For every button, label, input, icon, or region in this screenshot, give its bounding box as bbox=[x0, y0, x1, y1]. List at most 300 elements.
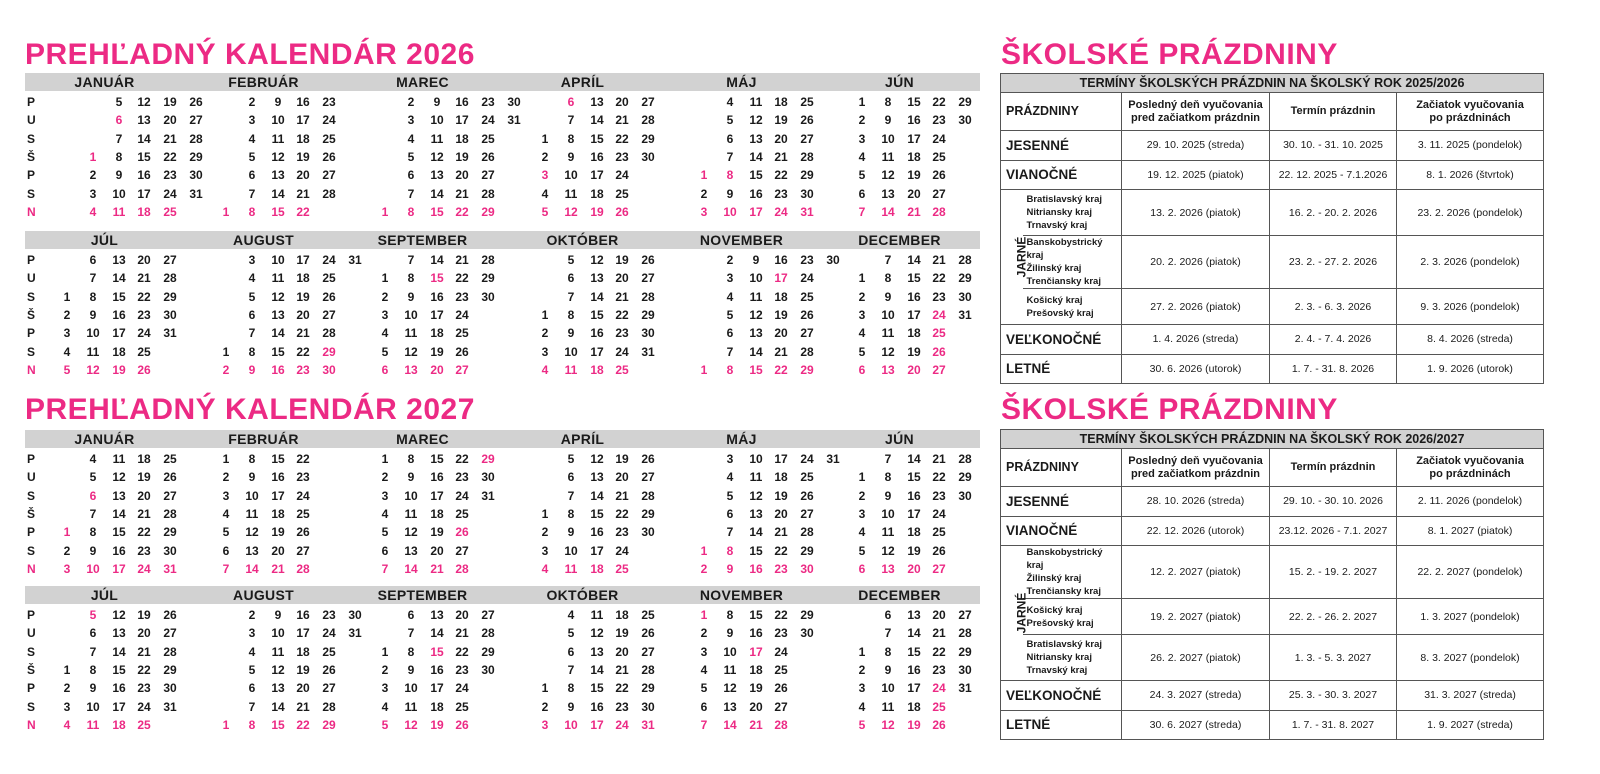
calendar-day: 7 bbox=[726, 525, 734, 540]
calendar-day: 18 bbox=[749, 662, 763, 677]
term: 15. 2. - 19. 2. 2027 bbox=[1270, 546, 1397, 599]
calendar-day: 6 bbox=[726, 131, 734, 146]
calendar-day: 14 bbox=[430, 626, 444, 641]
calendar-day: 6 bbox=[567, 271, 575, 286]
calendar-day: 3 bbox=[63, 326, 71, 341]
calendar-day: 11 bbox=[112, 452, 126, 466]
calendar-day: 1 bbox=[541, 681, 549, 696]
calendar-day: 8 bbox=[567, 131, 575, 146]
regions bbox=[1023, 190, 1122, 236]
last-day: 24. 3. 2027 (streda) bbox=[1122, 681, 1270, 711]
region-name: Prešovský kraj bbox=[1026, 307, 1094, 319]
calendar-day: 17 bbox=[271, 488, 285, 503]
calendar-day: 10 bbox=[271, 113, 285, 128]
calendar-day: 9 bbox=[884, 488, 892, 503]
start-day: 8. 1. 2027 (piatok) bbox=[1397, 516, 1544, 546]
calendar-day: 9 bbox=[752, 253, 760, 267]
calendar-day: 16 bbox=[112, 543, 126, 558]
header-start bbox=[1397, 93, 1544, 131]
calendar-day: 3 bbox=[248, 253, 256, 267]
calendar-day: 10 bbox=[564, 717, 578, 732]
header-line: Začiatok vyučovania bbox=[1416, 454, 1524, 467]
weekday-label: P bbox=[27, 608, 36, 622]
calendar-day: 2 bbox=[89, 168, 97, 183]
calendar-day: 21 bbox=[932, 626, 946, 641]
calendar-day: 9 bbox=[884, 289, 892, 304]
calendar-day: 29 bbox=[641, 307, 655, 322]
calendar-day: 25 bbox=[296, 506, 310, 521]
calendar-day: 21 bbox=[455, 626, 469, 641]
calendar-day: 20 bbox=[907, 561, 921, 576]
month-name: DECEMBER bbox=[858, 232, 941, 248]
calendar-day: 4 bbox=[726, 470, 734, 485]
weekday-label: Š bbox=[27, 307, 36, 322]
calendar-day: 9 bbox=[567, 699, 575, 714]
calendar-day: 2 bbox=[248, 95, 256, 109]
calendar-day: 23 bbox=[615, 326, 629, 341]
calendar-day: 11 bbox=[430, 131, 444, 146]
calendar-day: 26 bbox=[163, 470, 177, 485]
calendar-day: 5 bbox=[567, 626, 575, 641]
calendar-day: 29 bbox=[641, 506, 655, 521]
calendar-day: 21 bbox=[774, 344, 788, 359]
calendar-day: 24 bbox=[800, 271, 814, 286]
calendar-day: 12 bbox=[271, 149, 285, 164]
weekday-label: S bbox=[27, 131, 36, 146]
calendar-day: 15 bbox=[137, 149, 151, 164]
calendar-day: 27 bbox=[481, 608, 495, 622]
calendar-day: 18 bbox=[907, 326, 921, 341]
calendar-day: 19 bbox=[615, 626, 629, 641]
calendar-day: 3 bbox=[541, 344, 549, 359]
calendar-day: 11 bbox=[749, 289, 763, 304]
calendar-day: 10 bbox=[881, 506, 895, 521]
calendar-day: 15 bbox=[907, 95, 921, 109]
weekday-label: P bbox=[27, 253, 36, 267]
calendar-day: 27 bbox=[800, 326, 814, 341]
spring-label: JARNÉ bbox=[1014, 592, 1029, 634]
calendar-day: 28 bbox=[322, 699, 336, 714]
calendar-day: 25 bbox=[615, 561, 629, 576]
calendar-day: 3 bbox=[858, 131, 866, 146]
calendar-day: 6 bbox=[407, 168, 415, 183]
calendar-day: 8 bbox=[726, 543, 734, 558]
calendar-day: 11 bbox=[881, 149, 895, 164]
calendar-day: 26 bbox=[322, 149, 336, 164]
calendar-day: 24 bbox=[137, 326, 151, 341]
calendar-day: 21 bbox=[137, 271, 151, 286]
calendar-day: 14 bbox=[590, 113, 604, 128]
calendar-day: 29 bbox=[189, 149, 203, 164]
calendar-day: 19 bbox=[296, 662, 310, 677]
calendar-day: 1 bbox=[381, 204, 389, 219]
calendar-day: 12 bbox=[723, 681, 737, 696]
calendar-day: 15 bbox=[590, 681, 604, 696]
calendar-day: 4 bbox=[248, 131, 256, 146]
calendar-day: 2 bbox=[63, 681, 71, 696]
calendar-day: 7 bbox=[89, 644, 97, 659]
term: 1. 7. - 31. 8. 2027 bbox=[1270, 710, 1397, 740]
calendar-day: 28 bbox=[958, 253, 972, 267]
calendar-day: 22 bbox=[932, 271, 946, 286]
calendar-day: 6 bbox=[115, 113, 123, 128]
header-term: Termín prázdnin bbox=[1270, 449, 1397, 487]
calendar-day: 16 bbox=[137, 168, 151, 183]
calendar-day: 16 bbox=[430, 662, 444, 677]
calendar-day: 20 bbox=[430, 543, 444, 558]
month-header-band bbox=[25, 231, 980, 249]
holiday-name: VEĽKONOČNÉ bbox=[1001, 325, 1122, 355]
calendar-day: 3 bbox=[248, 626, 256, 641]
calendar-day: 1 bbox=[381, 644, 389, 659]
calendar-day: 29 bbox=[958, 271, 972, 286]
month-name: JÚL bbox=[90, 232, 119, 248]
weekday-label: S bbox=[27, 289, 36, 304]
weekday-label: U bbox=[27, 626, 36, 641]
month-name: MAREC bbox=[396, 431, 449, 447]
calendar-day: 23 bbox=[481, 95, 495, 109]
calendar-day: 7 bbox=[381, 561, 389, 576]
calendar-day: 21 bbox=[430, 561, 444, 576]
month-name: FEBRUÁR bbox=[228, 74, 299, 90]
calendar-day: 1 bbox=[858, 95, 866, 109]
calendar-day: 24 bbox=[932, 307, 946, 322]
calendar-day: 7 bbox=[858, 204, 866, 219]
calendar-day: 7 bbox=[884, 452, 892, 466]
calendar-day: 25 bbox=[800, 95, 814, 109]
calendar-day: 5 bbox=[89, 608, 97, 622]
last-day: 29. 10. 2025 (streda) bbox=[1122, 131, 1270, 161]
calendar-day: 1 bbox=[541, 131, 549, 146]
calendar-day: 6 bbox=[884, 608, 892, 622]
calendar-day: 13 bbox=[749, 131, 763, 146]
calendar-day: 2 bbox=[407, 95, 415, 109]
calendar-day: 1 bbox=[700, 543, 708, 558]
calendar-day: 16 bbox=[590, 326, 604, 341]
calendar-day: 25 bbox=[800, 470, 814, 485]
calendar-day: 6 bbox=[248, 307, 256, 322]
calendar-day: 1 bbox=[63, 525, 71, 540]
regions bbox=[1023, 236, 1122, 289]
calendar-day: 1 bbox=[381, 452, 389, 466]
calendar-day: 4 bbox=[248, 271, 256, 286]
calendar-day: 19 bbox=[774, 113, 788, 128]
calendar-day: 26 bbox=[615, 204, 629, 219]
calendar-day: 15 bbox=[430, 452, 444, 466]
calendar-day: 13 bbox=[271, 168, 285, 183]
calendar-day: 2 bbox=[541, 525, 549, 540]
calendar-day: 22 bbox=[137, 525, 151, 540]
calendar-day: 18 bbox=[296, 644, 310, 659]
calendar-day: 15 bbox=[430, 644, 444, 659]
calendar-day: 7 bbox=[726, 344, 734, 359]
calendar-day: 15 bbox=[271, 452, 285, 466]
calendar-day: 31 bbox=[348, 253, 362, 267]
last-day: 19. 12. 2025 (piatok) bbox=[1122, 160, 1270, 190]
weekday-label: S bbox=[27, 186, 36, 201]
calendar-day: 10 bbox=[271, 626, 285, 641]
calendar-day: 12 bbox=[404, 717, 418, 732]
calendar-day: 30 bbox=[322, 362, 336, 377]
calendar-day: 8 bbox=[884, 644, 892, 659]
calendar-day: 22 bbox=[137, 662, 151, 677]
calendar-day: 26 bbox=[455, 717, 469, 732]
region-name: Prešovský kraj bbox=[1026, 617, 1094, 629]
calendar-day: 11 bbox=[564, 186, 578, 201]
calendar-day: 25 bbox=[615, 362, 629, 377]
calendar-day: 26 bbox=[641, 452, 655, 466]
calendar-day: 7 bbox=[89, 271, 97, 286]
calendar-day: 18 bbox=[907, 525, 921, 540]
calendar-day: 18 bbox=[296, 131, 310, 146]
calendar-day: 23 bbox=[455, 662, 469, 677]
calendar-day: 26 bbox=[932, 543, 946, 558]
calendar-day: 5 bbox=[63, 362, 71, 377]
month-header-band bbox=[25, 586, 980, 604]
calendar-day: 3 bbox=[63, 561, 71, 576]
calendar-day: 2 bbox=[858, 289, 866, 304]
header-line: po prázdninách bbox=[1429, 111, 1511, 124]
calendar-day: 31 bbox=[481, 488, 495, 503]
calendar-day: 19 bbox=[774, 307, 788, 322]
calendar-day: 14 bbox=[590, 488, 604, 503]
term: 25. 3. - 30. 3. 2027 bbox=[1270, 681, 1397, 711]
calendar-day: 13 bbox=[112, 253, 126, 267]
calendar-day: 28 bbox=[932, 204, 946, 219]
calendar-day: 4 bbox=[89, 452, 97, 466]
calendar-day: 27 bbox=[932, 186, 946, 201]
calendar-day: 1 bbox=[858, 470, 866, 485]
calendar-day: 20 bbox=[615, 271, 629, 286]
calendar-day: 23 bbox=[296, 470, 310, 485]
region-name: Košický kraj bbox=[1026, 294, 1083, 306]
calendar-day: 28 bbox=[322, 186, 336, 201]
term: 29. 10. - 30. 10. 2026 bbox=[1270, 487, 1397, 517]
calendar-day: 27 bbox=[774, 699, 788, 714]
calendar-day: 19 bbox=[430, 717, 444, 732]
calendar-day: 7 bbox=[700, 717, 708, 732]
calendar-day: 9 bbox=[89, 681, 97, 696]
calendar-day: 17 bbox=[112, 699, 126, 714]
calendar-day: 26 bbox=[189, 95, 203, 109]
calendar-day: 1 bbox=[700, 362, 708, 377]
calendar-day: 5 bbox=[726, 488, 734, 503]
start-day: 2. 11. 2026 (pondelok) bbox=[1397, 487, 1544, 517]
weekday-label: Š bbox=[27, 662, 36, 677]
last-day: 1. 4. 2026 (streda) bbox=[1122, 325, 1270, 355]
month-name: OKTÓBER bbox=[546, 587, 619, 603]
calendar-day: 20 bbox=[932, 608, 946, 622]
calendar-day: 19 bbox=[112, 362, 126, 377]
calendar-day: 17 bbox=[296, 253, 310, 267]
calendar-day: 23 bbox=[296, 362, 310, 377]
calendar-day: 16 bbox=[112, 681, 126, 696]
weekday-label: U bbox=[27, 271, 36, 286]
calendar-day: 28 bbox=[800, 525, 814, 540]
calendar-day: 9 bbox=[884, 113, 892, 128]
calendar-day: 15 bbox=[112, 662, 126, 677]
calendar-day: 16 bbox=[749, 561, 763, 576]
calendar-day: 8 bbox=[89, 525, 97, 540]
calendar-day: 24 bbox=[615, 344, 629, 359]
calendar-day: 11 bbox=[564, 561, 578, 576]
calendar-day: 23 bbox=[615, 149, 629, 164]
calendar-day: 19 bbox=[271, 525, 285, 540]
calendar-day: 17 bbox=[907, 506, 921, 521]
calendar-day: 5 bbox=[407, 149, 415, 164]
calendar-day: 1 bbox=[222, 344, 230, 359]
calendar-day: 27 bbox=[322, 307, 336, 322]
calendar-day: 19 bbox=[163, 95, 177, 109]
calendar-day: 12 bbox=[245, 525, 259, 540]
region-name: Žilinský kraj bbox=[1026, 573, 1082, 584]
calendar-day: 7 bbox=[248, 699, 256, 714]
calendar-day: 1 bbox=[700, 168, 708, 183]
calendar-day: 12 bbox=[112, 470, 126, 485]
calendar-day: 12 bbox=[137, 95, 151, 109]
calendar-day: 22 bbox=[455, 452, 469, 466]
region-name: Nitriansky kraj bbox=[1026, 652, 1092, 663]
weekday-label: P bbox=[27, 681, 36, 696]
calendar-day: 2 bbox=[700, 561, 708, 576]
calendar-day: 24 bbox=[296, 488, 310, 503]
term: 23. 2. - 27. 2. 2026 bbox=[1270, 236, 1397, 289]
calendar-day: 8 bbox=[726, 608, 734, 622]
header-last-day bbox=[1122, 93, 1270, 131]
calendar-day: 9 bbox=[726, 626, 734, 641]
region-name: Bratislavský kraj bbox=[1026, 639, 1103, 650]
calendar-day: 17 bbox=[907, 681, 921, 696]
calendar-day: 9 bbox=[248, 362, 256, 377]
weekday-label: N bbox=[27, 362, 36, 377]
calendar-day: 18 bbox=[590, 561, 604, 576]
calendar-day: 22 bbox=[932, 470, 946, 485]
calendar-day: 7 bbox=[115, 131, 123, 146]
calendar-day: 27 bbox=[322, 681, 336, 696]
term: 16. 2. - 20. 2. 2026 bbox=[1270, 190, 1397, 236]
last-day: 26. 2. 2027 (piatok) bbox=[1122, 635, 1270, 681]
calendar-day: 20 bbox=[774, 506, 788, 521]
calendar-day: 1 bbox=[858, 644, 866, 659]
start-day: 1. 9. 2026 (utorok) bbox=[1397, 354, 1544, 384]
calendar-day: 4 bbox=[407, 131, 415, 146]
calendar-day: 18 bbox=[430, 326, 444, 341]
month-name: FEBRUÁR bbox=[228, 431, 299, 447]
calendar-day: 21 bbox=[749, 717, 763, 732]
calendar-day: 2 bbox=[858, 662, 866, 677]
calendar-day: 31 bbox=[800, 204, 814, 219]
calendar-day: 2 bbox=[63, 307, 71, 322]
calendar-day: 5 bbox=[381, 344, 389, 359]
calendar-day: 18 bbox=[296, 271, 310, 286]
calendar-day: 31 bbox=[348, 626, 362, 641]
calendar-day: 14 bbox=[137, 131, 151, 146]
calendar-day: 16 bbox=[749, 186, 763, 201]
calendar-day: 29 bbox=[163, 289, 177, 304]
calendar-day: 21 bbox=[774, 525, 788, 540]
calendar-day: 24 bbox=[137, 561, 151, 576]
regions bbox=[1023, 635, 1122, 681]
calendar-day: 10 bbox=[564, 543, 578, 558]
calendar-day: 27 bbox=[455, 543, 469, 558]
calendar-day: 28 bbox=[481, 186, 495, 201]
calendar-day: 9 bbox=[726, 186, 734, 201]
calendar-day: 1 bbox=[222, 204, 230, 219]
calendar-day: 19 bbox=[615, 253, 629, 267]
calendar-day: 18 bbox=[590, 362, 604, 377]
table-caption: TERMÍNY ŠKOLSKÝCH PRÁZDNIN NA ŠKOLSKÝ ROK 2025/2026 bbox=[1001, 74, 1544, 93]
month-name: JÚL bbox=[90, 587, 119, 603]
calendar-day: 23 bbox=[615, 699, 629, 714]
calendar-day: 30 bbox=[958, 662, 972, 677]
calendar-day: 27 bbox=[163, 626, 177, 641]
calendar-day: 11 bbox=[881, 699, 895, 714]
calendar-day: 22 bbox=[932, 644, 946, 659]
regions bbox=[1023, 546, 1122, 599]
calendar-day: 16 bbox=[907, 289, 921, 304]
calendar-day: 27 bbox=[163, 253, 177, 267]
calendar-day: 28 bbox=[800, 149, 814, 164]
calendar-day: 18 bbox=[430, 699, 444, 714]
calendar-day: 24 bbox=[615, 543, 629, 558]
calendar-day: 4 bbox=[63, 344, 71, 359]
calendar-day: 18 bbox=[774, 289, 788, 304]
calendar-day: 4 bbox=[726, 95, 734, 109]
calendar-day: 24 bbox=[615, 717, 629, 732]
weekday-label: S bbox=[27, 488, 36, 503]
calendar-day: 6 bbox=[567, 470, 575, 485]
calendar-day: 31 bbox=[163, 326, 177, 341]
calendar-day: 17 bbox=[907, 307, 921, 322]
calendar-day: 20 bbox=[296, 168, 310, 183]
calendar-day: 15 bbox=[749, 362, 763, 377]
calendar-day: 15 bbox=[271, 204, 285, 219]
calendar-day: 12 bbox=[590, 452, 604, 466]
calendar-day: 16 bbox=[907, 113, 921, 128]
calendar-day: 10 bbox=[564, 344, 578, 359]
calendar-day: 29 bbox=[800, 608, 814, 622]
calendar-day: 18 bbox=[112, 717, 126, 732]
calendar-day: 17 bbox=[749, 204, 763, 219]
calendar-day: 30 bbox=[958, 113, 972, 128]
calendar-day: 2 bbox=[222, 470, 230, 485]
calendar-day: 19 bbox=[774, 488, 788, 503]
holiday-name: LETNÉ bbox=[1001, 710, 1122, 740]
start-day: 2. 3. 2026 (pondelok) bbox=[1397, 236, 1544, 289]
start-day: 9. 3. 2026 (pondelok) bbox=[1397, 289, 1544, 325]
calendar-day: 9 bbox=[248, 470, 256, 485]
calendar-day: 4 bbox=[381, 326, 389, 341]
calendar-day: 17 bbox=[590, 543, 604, 558]
start-day: 1. 9. 2027 (streda) bbox=[1397, 710, 1544, 740]
calendar-day: 29 bbox=[481, 452, 495, 466]
spring-label-cell bbox=[1001, 546, 1029, 681]
calendar-day: 11 bbox=[245, 506, 259, 521]
holiday-name: JESENNÉ bbox=[1001, 487, 1122, 517]
calendar-day: 5 bbox=[700, 681, 708, 696]
calendar-day: 20 bbox=[774, 326, 788, 341]
calendar-day: 30 bbox=[507, 95, 521, 109]
calendar-day: 8 bbox=[89, 662, 97, 677]
calendar-day: 3 bbox=[89, 186, 97, 201]
calendar-day: 29 bbox=[481, 271, 495, 286]
calendar-day: 21 bbox=[163, 131, 177, 146]
calendar-day: 19 bbox=[749, 681, 763, 696]
calendar-day: 21 bbox=[774, 149, 788, 164]
calendar-day: 2 bbox=[222, 362, 230, 377]
calendar-day: 13 bbox=[881, 362, 895, 377]
calendar-day: 20 bbox=[907, 362, 921, 377]
